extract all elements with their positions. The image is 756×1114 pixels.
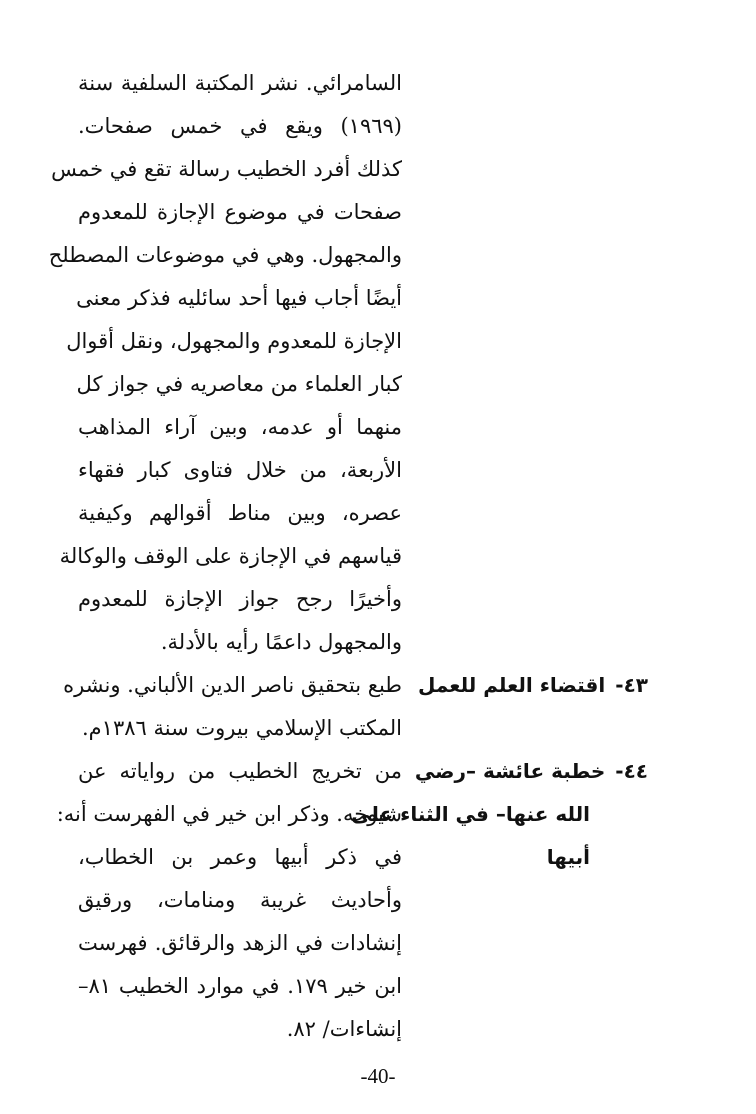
entry-heading [418,664,648,707]
text-line: كبار العلماء من معاصريه في جواز كل [76,372,402,396]
entry-body [56,750,402,1051]
text-line: وأخيرًا رجح جواز الإجازة للمعدوم [78,587,402,611]
text-line: قياسهم في الإجازة على الوقف والوكالة [59,544,402,568]
text-line: إنشادات في الزهد والرقائق. فهرست [78,931,402,955]
text-line: والمجهول داعمًا رأيه بالأدلة. [160,630,402,654]
page-number: -40- [360,1064,396,1088]
entry-title: اقتضاء العلم للعمل [418,673,606,697]
text-line: شيوخه. وذكر ابن خير في الفهرست أنه: [56,802,402,826]
text-line: المكتب الإسلامي بيروت سنة ١٣٨٦م. [81,716,402,740]
entry-43 [63,664,648,754]
entry-heading [351,750,648,879]
text-line: أيضًا أجاب فيها أحد سائليه فذكر معنى [76,286,402,310]
text-line: منهما أو عدمه، وبين آراء المذاهب [78,415,402,439]
intro-paragraph [48,62,402,664]
entry-number: ٤٤- [615,759,648,783]
text-line: الإجازة للمعدوم والمجهول، ونقل أقوال [66,329,402,353]
text-line: والمجهول. وهي في موضوعات المصطلح [48,243,402,267]
entry-title-line: الله عنها– في الثناء على [351,802,590,826]
text-line: السامرائي. نشر المكتبة السلفية سنة [78,71,402,95]
text-line: وأحاديث غريبة ومنامات، ورقيق [78,888,402,912]
text-line: إنشاءات/ ٨٢. [286,1017,402,1041]
entry-title-line [418,664,648,707]
text-line: عصره، وبين مناط أقوالهم وكيفية [78,501,402,525]
entry-body [63,664,402,750]
entry-title-line: أبيها [546,845,590,869]
entry-title: خطبة عائشة –رضي [414,759,606,783]
entry-44 [56,750,648,1070]
text-line: ابن خير ١٧٩. في موارد الخطيب ٨١– [78,974,402,998]
text-line: كذلك أفرد الخطيب رسالة تقع في خمس [51,157,402,181]
text-line: في ذكر أبيها وعمر بن الخطاب، [78,845,402,869]
entry-title-line [414,750,648,793]
entry-number: ٤٣- [615,673,648,697]
text-line: (١٩٦٩) ويقع في خمس صفحات. [78,114,402,138]
text-line: الأربعة، من خلال فتاوى كبار فقهاء [78,458,402,482]
text-line: صفحات في موضوع الإجازة للمعدوم [78,200,402,224]
text-line: طبع بتحقيق ناصر الدين الألباني. ونشره [63,673,402,697]
text-line: من تخريج الخطيب من رواياته عن [78,759,402,783]
